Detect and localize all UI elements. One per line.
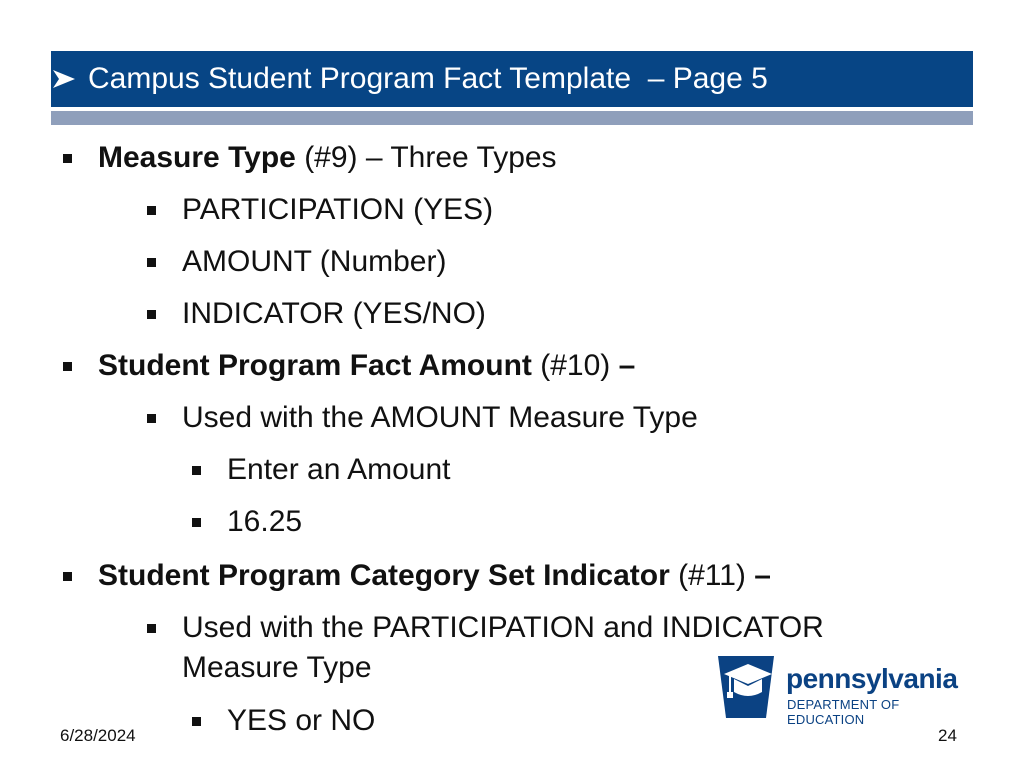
arrow-right-icon — [53, 70, 75, 88]
bullet-measure-type — [98, 140, 557, 176]
square-bullet-icon — [147, 624, 156, 633]
list-item — [182, 244, 446, 280]
list-item — [227, 703, 375, 739]
bullet-category-set — [98, 558, 771, 594]
list-item — [227, 452, 450, 488]
list-item-text: Enter an Amount — [227, 453, 451, 486]
logo-wordmark: pennsylvania — [786, 663, 958, 694]
list-item — [182, 610, 824, 646]
list-item-text: YES or NO — [227, 704, 376, 737]
square-bullet-icon — [63, 362, 72, 371]
list-item — [182, 192, 493, 228]
bullet-text: (#9) – Three Types — [295, 141, 557, 174]
list-item-text: Measure Type — [182, 651, 372, 684]
square-bullet-icon — [192, 717, 201, 726]
square-bullet-icon — [192, 518, 201, 527]
pa-education-logo — [714, 656, 976, 727]
list-item-text: Used with the PARTICIPATION and INDICATOR — [182, 611, 824, 644]
square-bullet-icon — [147, 310, 156, 319]
square-bullet-icon — [63, 572, 72, 581]
square-bullet-icon — [147, 258, 156, 267]
square-bullet-icon — [192, 466, 201, 475]
bullet-dash: – — [754, 559, 771, 592]
title-stripe — [51, 111, 973, 125]
bullet-text: (#10) — [531, 349, 619, 382]
bullet-bold-label: Measure Type — [98, 141, 296, 174]
list-item-text: 16.25 — [227, 505, 303, 538]
bullet-dash: – — [618, 349, 636, 382]
list-item-text: Used with the AMOUNT Measure Type — [182, 401, 698, 434]
keystone-cap-icon — [714, 656, 778, 718]
slide-number: 24 — [938, 726, 957, 745]
list-item-text: PARTICIPATION (YES) — [182, 193, 494, 226]
bullet-bold-label: Student Program Fact Amount — [98, 349, 532, 382]
list-item-continuation — [182, 650, 372, 686]
square-bullet-icon — [147, 206, 156, 215]
square-bullet-icon — [147, 414, 156, 423]
list-item-text: INDICATOR (YES/NO) — [182, 297, 486, 330]
slide-title: Campus Student Program Fact Template – Page 5 — [88, 62, 768, 95]
bullet-text: (#11) — [669, 559, 755, 592]
bullet-bold-label: Student Program Category Set Indicator — [98, 559, 670, 592]
list-item — [227, 504, 302, 540]
title-bar — [51, 51, 973, 107]
bullet-fact-amount — [98, 348, 635, 384]
list-item — [182, 296, 486, 332]
logo-subtitle: DEPARTMENT OF EDUCATION — [787, 697, 900, 727]
list-item — [182, 400, 698, 436]
square-bullet-icon — [63, 154, 72, 163]
footer-date: 6/28/2024 — [60, 726, 136, 745]
list-item-text: AMOUNT (Number) — [182, 245, 447, 278]
